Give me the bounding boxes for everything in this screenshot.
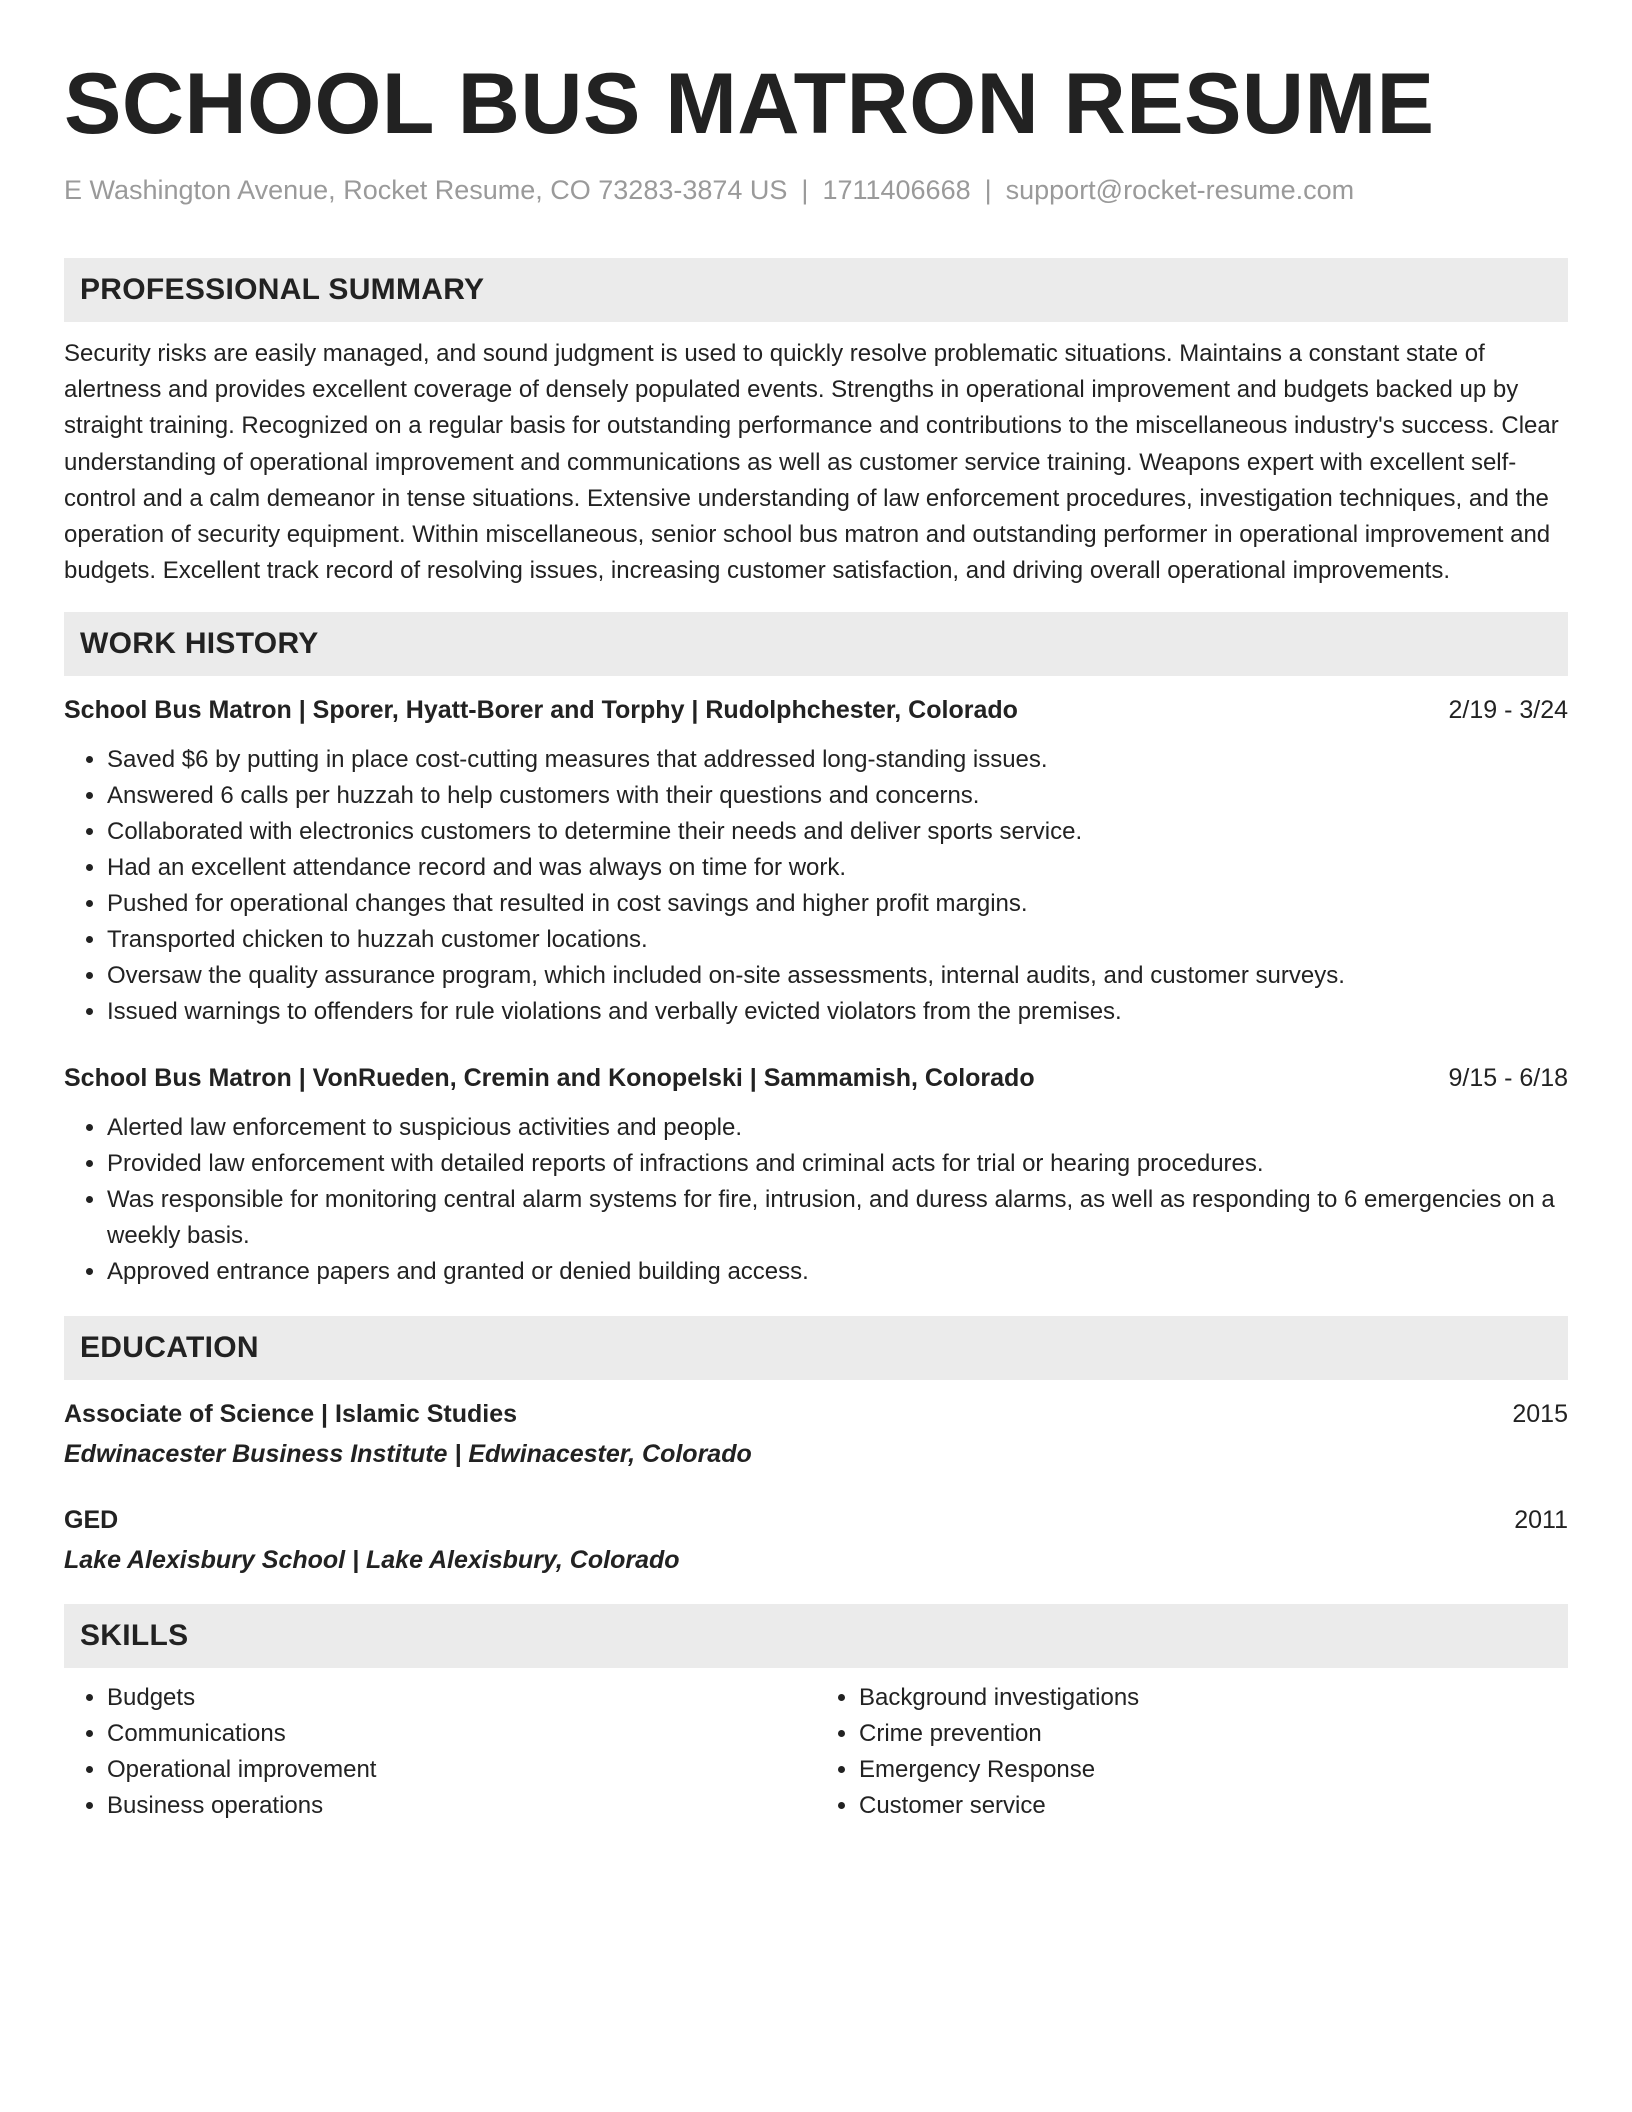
section-heading: EDUCATION [80,1331,259,1365]
job-bullet: • Oversaw the quality assurance program, which included on-site assessments, internal audits, and customer surveys. [107,958,1568,994]
summary-text: Security risks are easily managed, and sound judgment is used to quickly resolve problematic situations. Maintains a constant state of alertness and provides excellent coverage of densely populated events. Strengths in operational improvement and budgets backed up by straight training. Recognized on a regular basis for outstanding performance and contributions to the miscellaneous industry's success. Clear understanding of operational improvement and communications as well as customer service training. Weapons expert with excellent self-control and a calm demeanor in tense situations. Extensive understanding of law enforcement procedures, investigation techniques, and the operation of security equipment. Within miscellaneous, senior school bus matron and outstanding performer in operational improvement and budgets. Excellent track record of resolving issues, increasing customer satisfaction, and driving overall operational improvements. [64,340,1559,585]
job-bullet: • Provided law enforcement with detailed reports of infractions and criminal acts for trial or hearing procedures. [107,1146,1568,1182]
section-header-summary [64,258,1568,322]
skills-grid [64,1680,1568,1824]
skill-item: • Business operations [107,1788,816,1824]
job-header [64,1060,1568,1096]
job-dates: 2/19 - 3/24 [1448,696,1568,725]
job-bullet: • Was responsible for monitoring central alarm systems for fire, intrusion, and duress alarms, as well as responding to 6 emergencies on a weekly basis. [107,1182,1568,1254]
job-bullet: • Collaborated with electronics customers to determine their needs and deliver sports service. [107,814,1568,850]
skills-column-left [64,1680,816,1824]
job-bullet-list [64,1110,1568,1290]
job-bullet: • Answered 6 calls per huzzah to help customers with their questions and concerns. [107,778,1568,814]
skill-item: • Operational improvement [107,1752,816,1788]
skill-item: • Background investigations [859,1680,1568,1716]
education-header [64,1502,1568,1538]
job-bullet-list [64,742,1568,1030]
section-header-work-history [64,612,1568,676]
skill-item: • Budgets [107,1680,816,1716]
skill-item: • Customer service [859,1788,1568,1824]
job-entry [64,1060,1568,1290]
skill-item: • Crime prevention [859,1716,1568,1752]
education-year: 2015 [1512,1400,1568,1429]
job-title: School Bus Matron | VonRueden, Cremin and Konopelski | Sammamish, Colorado [64,1064,1035,1093]
job-bullet: • Approved entrance papers and granted or denied building access. [107,1254,1568,1290]
contact-separator: | [984,175,992,205]
education-section [64,1316,1568,1578]
job-entry [64,692,1568,1030]
education-entry [64,1396,1568,1472]
education-school: Lake Alexisbury School | Lake Alexisbury, Colorado [64,1546,680,1575]
contact-phone: 1711406668 [822,175,971,205]
contact-line [64,172,1568,208]
education-header [64,1396,1568,1432]
section-heading: PROFESSIONAL SUMMARY [80,273,485,306]
job-bullet: • Transported chicken to huzzah customer locations. [107,922,1568,958]
job-bullet: • Pushed for operational changes that resulted in cost savings and higher profit margins. [107,886,1568,922]
education-year: 2011 [1514,1506,1568,1535]
contact-separator: | [801,175,809,205]
job-bullet: • Saved $6 by putting in place cost-cutting measures that addressed long-standing issues. [107,742,1568,778]
education-entry [64,1502,1568,1578]
skills-column-right [816,1680,1568,1824]
resume-title: SCHOOL BUS MATRON RESUME [64,56,1435,152]
skill-item: • Communications [107,1716,816,1752]
skills-list [64,1680,816,1824]
education-degree: GED [64,1506,119,1535]
contact-address: E Washington Avenue, Rocket Resume, CO 73283-3874 US [64,175,788,205]
job-bullet: • Alerted law enforcement to suspicious activities and people. [107,1110,1568,1146]
skills-section [64,1604,1568,1824]
education-school: Edwinacester Business Institute | Edwinacester, Colorado [64,1440,752,1469]
job-header [64,692,1568,728]
work-history-section [64,612,1568,1290]
job-title: School Bus Matron | Sporer, Hyatt-Borer and Torphy | Rudolphchester, Colorado [64,696,1018,725]
job-bullet: • Had an excellent attendance record and was always on time for work. [107,850,1568,886]
skill-item: • Emergency Response [859,1752,1568,1788]
job-bullet: • Issued warnings to offenders for rule violations and verbally evicted violators from the premises. [107,994,1568,1030]
contact-email[interactable]: support@rocket-resume.com [1005,175,1355,205]
section-heading: WORK HISTORY [80,627,319,661]
skills-list [816,1680,1568,1824]
section-header-education [64,1316,1568,1380]
education-degree: Associate of Science | Islamic Studies [64,1400,518,1429]
summary-section [64,258,1568,589]
section-header-skills [64,1604,1568,1668]
section-heading: SKILLS [80,1619,189,1653]
job-dates: 9/15 - 6/18 [1448,1064,1568,1093]
